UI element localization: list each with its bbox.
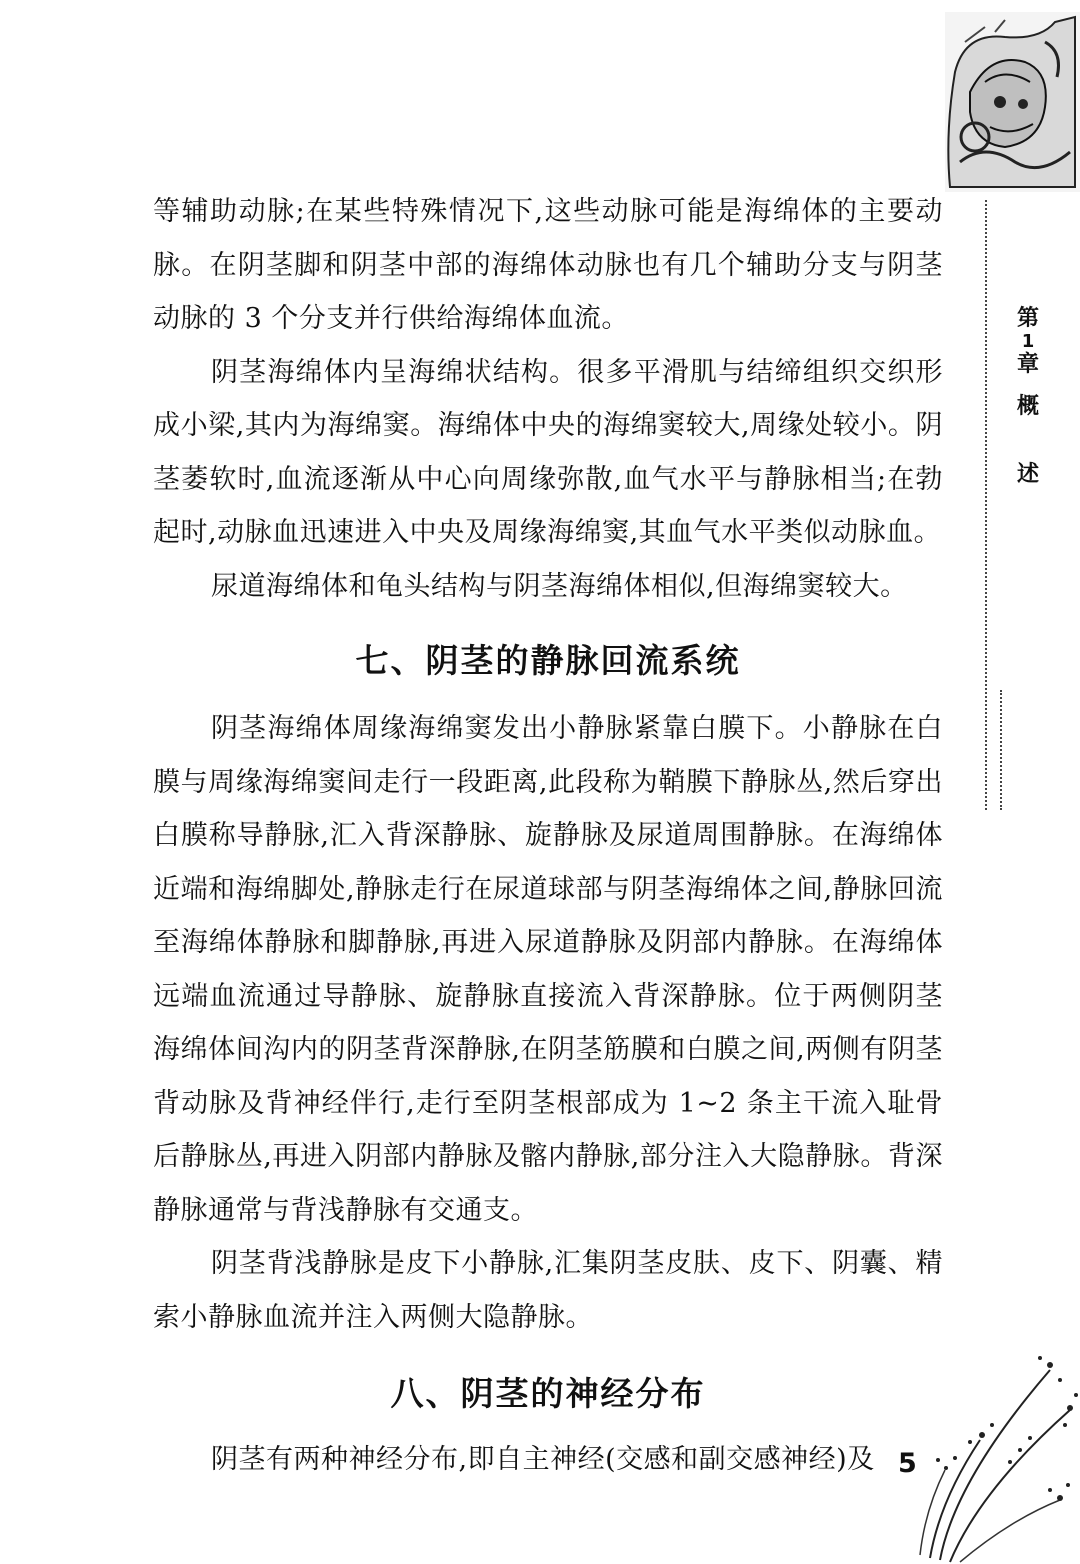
- paragraph-urethral-body: 尿道海绵体和龟头结构与阴茎海绵体相似,但海绵窦较大。: [211, 570, 908, 602]
- paragraph-auxiliary-arteries: 等辅助动脉;在某些特殊情况下,这些动脉可能是海绵体的主要动脉。在阴茎脚和阴茎中部的海绵体动脉也有几个辅助分支与阴茎动脉的 3 个分支并行供给海绵体血流。: [153, 196, 943, 334]
- page-body: [153, 185, 943, 1487]
- chapter-ornament-figure: [945, 12, 1080, 192]
- paragraph-venous-drainage: 阴茎海绵体周缘海绵窦发出小静脉紧靠白膜下。小静脉在白膜与周缘海绵窦间走行一段距离,此段称为鞘膜下静脉丛,然后穿出白膜称导静脉,汇入背深静脉、旋静脉及尿道周围静脉。在海绵体近端和海绵脚处,静脉走行在尿道球部与阴茎海绵体之间,静脉回流至海绵体静脉和脚静脉,再进入尿道静脉及阴部内静脉。在海绵体远端血流通过导静脉、旋静脉直接流入背深静脉。位于两侧阴茎海绵体间沟内的阴茎背深静脉,在阴茎筋膜和白膜之间,两侧有阴茎背动脉及背神经伴行,走行至阴茎根部成为 1~2 条主干流入耻骨后静脉丛,再进入阴部内静脉及髂内静脉,部分注入大隐静脉。背深静脉通常与背浅静脉有交通支。: [153, 713, 943, 1226]
- chapter-char-di: 第: [1016, 306, 1039, 331]
- section-heading-nerve-distribution: 八、阴茎的神经分布: [390, 1374, 706, 1413]
- chapter-title-char-shu: 述: [1016, 462, 1039, 487]
- paragraph-nerve-intro: 阴茎有两种神经分布,即自主神经(交感和副交感神经)及: [211, 1444, 875, 1475]
- paragraph-cavernous-structure: 阴茎海绵体内呈海绵状结构。很多平滑肌与结缔组织交织形成小梁,其内为海绵窦。海绵体中央的海绵窦较大,周缘处较小。阴茎萎软时,血流逐渐从中心向周缘弥散,血气水平与静脉相当;在勃起时,动脉血迅速进入中央及周缘海绵窦,其血气水平类似动脉血。: [153, 356, 943, 548]
- sidebar-dotted-rule: [985, 200, 987, 810]
- paragraph-superficial-dorsal-vein: 阴茎背浅静脉是皮下小静脉,汇集阴茎皮肤、皮下、阴囊、精索小静脉血流并注入两侧大隐静脉。: [153, 1248, 943, 1333]
- section-heading-venous-return: 七、阴茎的静脉回流系统: [355, 641, 741, 680]
- chapter-sidebar-label: [1008, 305, 1048, 489]
- sidebar-dotted-rule-inner: [1000, 690, 1002, 810]
- page-number: 5: [898, 1448, 917, 1479]
- chapter-title-char-gai: 概: [1016, 394, 1039, 419]
- corner-plant-ornament: [900, 1330, 1080, 1564]
- chapter-number: 1: [1021, 331, 1035, 352]
- chapter-char-zhang: 章: [1016, 352, 1039, 377]
